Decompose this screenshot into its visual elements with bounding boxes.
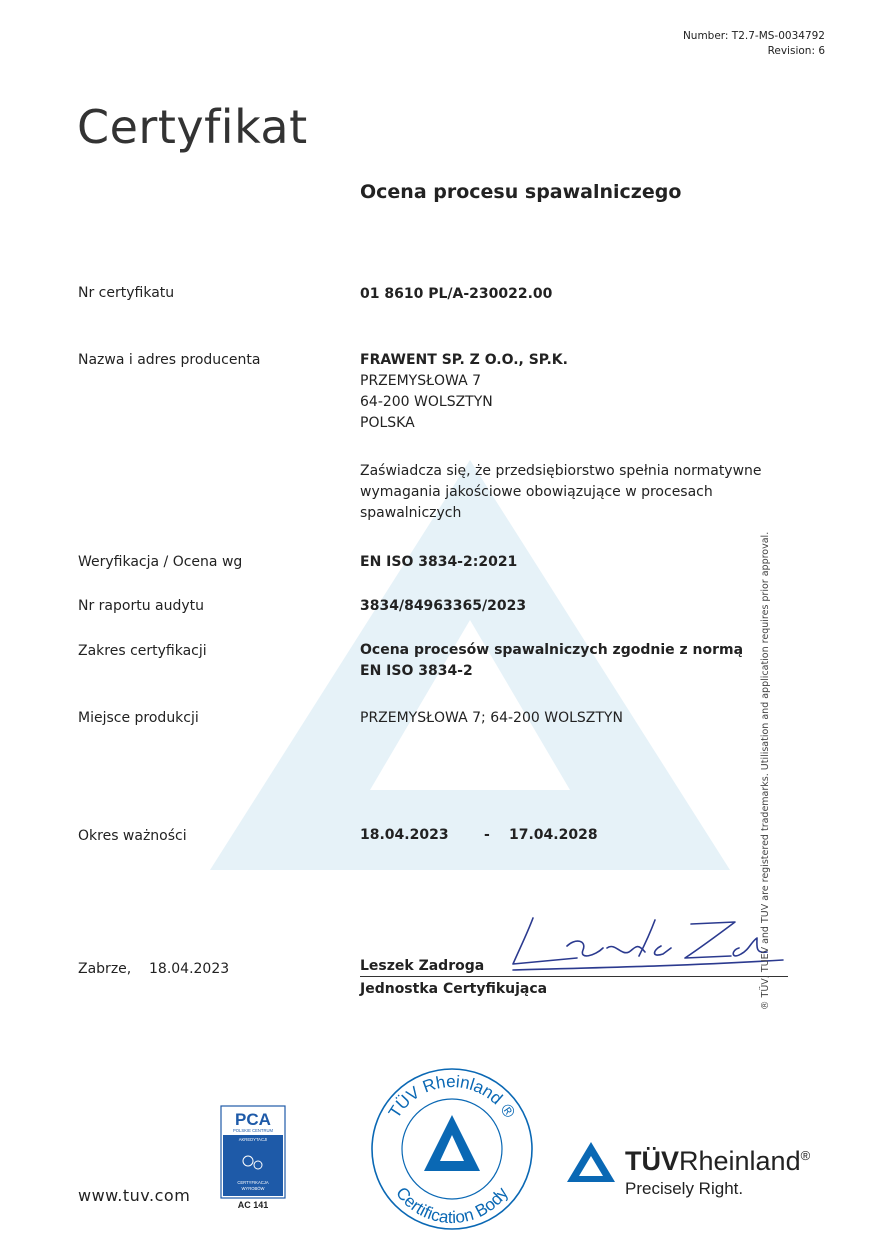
pca-title: PCA [235,1110,271,1129]
brand-registered: ® [800,1148,811,1163]
cert-no-label: Nr certyfikatu [78,285,175,301]
validity-from: 18.04.2023 [360,827,449,843]
audit-label: Nr raportu audytu [78,598,205,614]
brand-tuv: TÜV [625,1146,679,1176]
statement-line: wymagania jakościowe obowiązujące w procesach [360,484,713,500]
page-title: Certyfikat [77,100,308,154]
pca-line2: AKREDYTACJI [238,1137,268,1142]
pca-line4: WYROBÓW [241,1186,265,1191]
producer-label: Nazwa i adres producenta [78,352,261,368]
tuv-brand [625,1146,810,1199]
tuv-certification-seal [368,1063,536,1233]
statement-line: spawalniczych [360,505,462,521]
pca-accreditation-badge [220,1105,286,1211]
certificate-subtitle: Ocena procesu spawalniczego [360,181,682,203]
brand-tagline: Precisely Right. [625,1179,744,1198]
scope-value [360,640,743,682]
tuv-triangle-logo-icon [565,1140,617,1184]
pca-code: AC 141 [237,1200,269,1210]
scope-label: Zakres certyfikacji [78,643,207,659]
producer-block [360,350,568,434]
scope-line: EN ISO 3834-2 [360,663,473,679]
signer-role: Jednostka Certyfikująca [360,981,548,997]
location-label: Miejsce produkcji [78,710,199,726]
statement-line: Zaświadcza się, że przedsiębiorstwo spełnia normatywne [360,463,762,479]
signature-icon [505,912,785,978]
validity-label: Okres ważności [78,828,187,844]
producer-address-line: 64-200 WOLSZTYN [360,394,493,410]
website-link[interactable]: www.tuv.com [78,1186,191,1205]
issue-date: 18.04.2023 [149,961,230,977]
producer-address-line: POLSKA [360,415,415,431]
audit-value: 3834/84963365/2023 [360,598,527,614]
standard-value: EN ISO 3834-2:2021 [360,554,518,570]
scope-line: Ocena procesów spawalniczych zgodnie z normą [360,642,744,658]
cert-no-value: 01 8610 PL/A-230022.00 [360,286,553,302]
pca-line3: CERTYFIKACJA [237,1180,269,1185]
certificate-number-block [683,29,825,59]
standard-label: Weryfikacja / Ocena wg [78,554,243,570]
brand-rheinland: Rheinland [679,1146,801,1176]
location-value: PRZEMYSŁOWA 7; 64-200 WOLSZTYN [360,710,623,726]
certificate-number: Number: T2.7-MS-0034792 [682,30,825,42]
revision: Revision: 6 [767,45,825,57]
seal-bottom-text: Certification Body [392,1183,512,1228]
trademark-note: ® TÜV, TUEV and TUV are registered trademarks. Utilisation and application requires prior approval. [760,531,771,1010]
seal-top-text: TÜV Rheinland ® [384,1071,520,1122]
place: Zabrze, [78,961,132,977]
signer-name: Leszek Zadroga [360,958,485,974]
pca-line1: POLSKIE CENTRUM [232,1128,274,1133]
certification-statement [360,461,762,524]
producer-address-line: PRZEMYSŁOWA 7 [360,373,482,389]
producer-name: FRAWENT SP. Z O.O., SP.K. [360,352,568,368]
validity-separator: - [484,827,490,843]
validity-to: 17.04.2028 [509,827,598,843]
